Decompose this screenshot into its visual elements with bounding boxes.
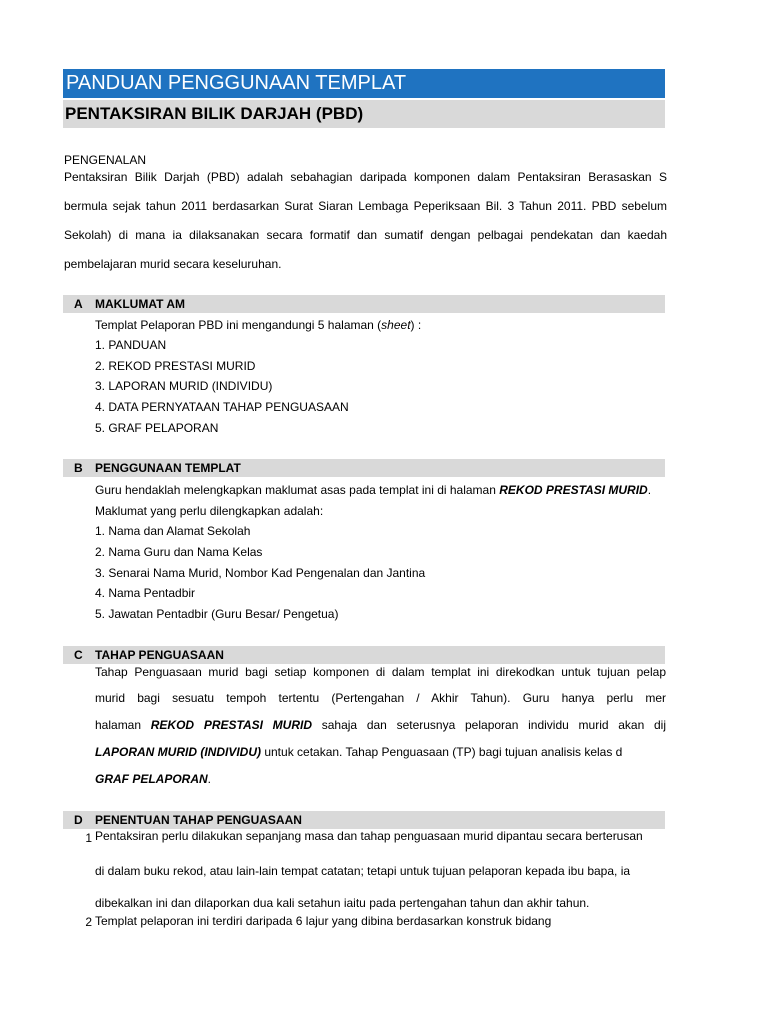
section-b-item: 2. Nama Guru dan Nama Kelas: [95, 545, 263, 559]
section-a-title: MAKLUMAT AM: [95, 297, 185, 311]
section-d-item-1-line-2: di dalam buku rekod, atau lain-lain tempat catatan; tetapi untuk tujuan pelaporan kepada ibu bapa, ia: [95, 864, 631, 878]
section-c-letter: C: [74, 648, 83, 662]
section-b-item: 1. Nama dan Alamat Sekolah: [95, 524, 251, 538]
section-c-title: TAHAP PENGUASAAN: [95, 648, 224, 662]
section-c-line-5: GRAF PELAPORAN.: [95, 772, 212, 786]
section-d-item-1-line-3: dibekalkan ini dan dilaporkan dua kali setahun iaitu pada pertengahan tahun dan akhir tahun.: [95, 896, 590, 910]
section-a-item: 1. PANDUAN: [95, 338, 167, 352]
intro-heading: PENGENALAN: [64, 153, 147, 167]
section-b-line-2: Maklumat yang perlu dilengkapkan adalah:: [95, 504, 324, 518]
section-d-letter: D: [74, 813, 83, 827]
section-a-item: 3. LAPORAN MURID (INDIVIDU): [95, 379, 273, 393]
section-c-line-2: murid bagi sesuatu tempoh tertentu (Pertengahan / Akhir Tahun). Guru hanya perlu mer: [95, 691, 666, 705]
section-a-item: 2. REKOD PRESTASI MURID: [95, 359, 256, 373]
section-b-line-1: Guru hendaklah melengkapkan maklumat asas pada templat ini di halaman REKOD PRESTASI MURID.: [95, 483, 652, 497]
section-c-line-4: LAPORAN MURID (INDIVIDU) untuk cetakan. Tahap Penguasaan (TP) bagi tujuan analisis kelas d: [95, 745, 623, 759]
section-c-line-1: Tahap Penguasaan murid bagi setiap komponen di dalam templat ini direkodkan untuk tujuan pelap: [95, 665, 666, 679]
section-d-item-number: 1: [85, 831, 92, 845]
intro-line-3: Sekolah) di mana ia dilaksanakan secara formatif dan sumatif dengan pelbagai pendekatan dan kaedah: [64, 228, 667, 242]
section-b-item: 4. Nama Pentadbir: [95, 586, 196, 600]
section-a-intro: Templat Pelaporan PBD ini mengandungi 5 halaman (sheet) :: [95, 318, 422, 332]
intro-line-4: pembelajaran murid secara keseluruhan.: [64, 257, 282, 271]
section-d-title: PENENTUAN TAHAP PENGUASAAN: [95, 813, 302, 827]
section-d-item-1-line-1: Pentaksiran perlu dilakukan sepanjang masa dan tahap penguasaan murid dipantau secara berterusan: [95, 829, 643, 843]
section-a-item: 5. GRAF PELAPORAN: [95, 421, 219, 435]
section-d-item-number: 2: [85, 915, 92, 929]
intro-line-2: bermula sejak tahun 2011 berdasarkan Surat Siaran Lembaga Peperiksaan Bil. 3 Tahun 2011. PBD sebelum: [64, 199, 667, 213]
page-subtitle: PENTAKSIRAN BILIK DARJAH (PBD): [63, 100, 665, 128]
section-a-item: 4. DATA PERNYATAAN TAHAP PENGUASAAN: [95, 400, 349, 414]
section-b-item: 5. Jawatan Pentadbir (Guru Besar/ Pengetua): [95, 607, 339, 621]
section-a-letter: A: [74, 297, 83, 311]
section-b-item: 3. Senarai Nama Murid, Nombor Kad Pengenalan dan Jantina: [95, 566, 426, 580]
section-b-letter: B: [74, 461, 83, 475]
intro-line-1: Pentaksiran Bilik Darjah (PBD) adalah sebahagian daripada komponen dalam Pentaksiran Berasaskan S: [64, 170, 667, 184]
section-d-item-2-line-1: Templat pelaporan ini terdiri daripada 6 lajur yang dibina berdasarkan konstruk bidang: [95, 914, 552, 928]
section-c-line-3: halaman REKOD PRESTASI MURID sahaja dan seterusnya pelaporan individu murid akan dij: [95, 718, 666, 732]
section-b-title: PENGGUNAAN TEMPLAT: [95, 461, 241, 475]
page-title: PANDUAN PENGGUNAAN TEMPLAT: [63, 69, 665, 98]
